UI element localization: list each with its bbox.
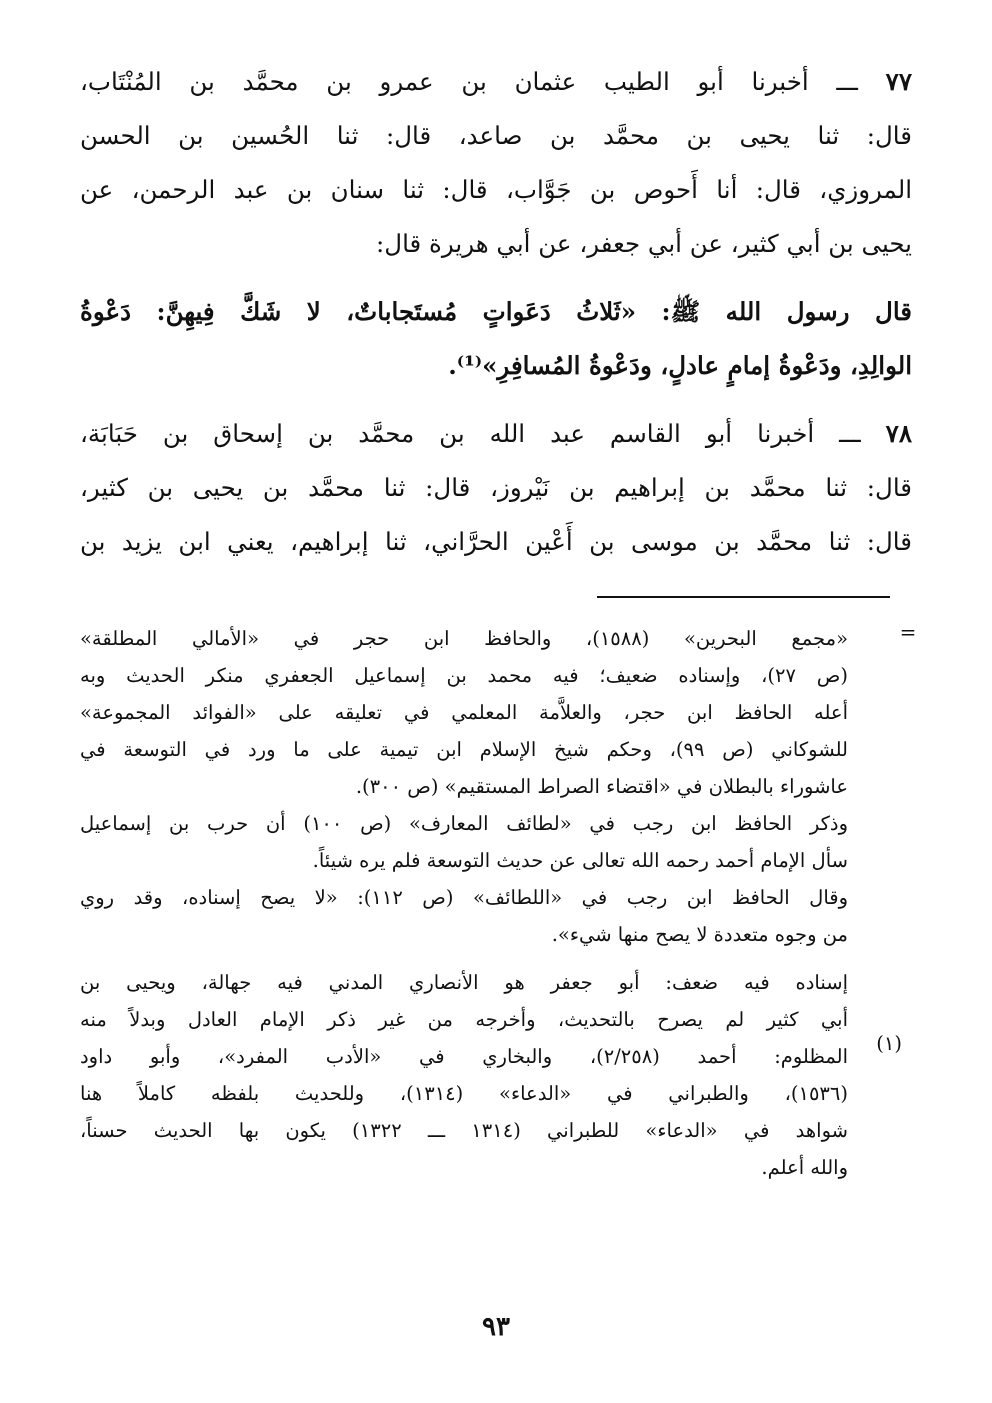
hadith-77-line-1: ٧٧ ـــ أخبرنا أبو الطيب عثمان بن عمرو بن محمَّد بن المُنْتَاب، <box>80 67 912 96</box>
footnote-line: «مجمع البحرين» (١٥٨٨)، والحافظ ابن حجر في «الأمالي المطلقة» <box>80 627 848 650</box>
footnote-line: (١٥٣٦)، والطبراني في «الدعاء» (١٣١٤)، وللحديث بلفظه كاملاً هنا <box>80 1082 848 1105</box>
footnotes <box>80 620 848 1186</box>
hadith-77 <box>80 55 912 271</box>
hadith-77-line-2: قال: ثنا يحيى بن محمَّد بن صاعد، قال: ثنا الحُسين بن الحسن <box>80 121 912 150</box>
footnote-line: أبي كثير لم يصرح بالتحديث، وأخرجه من غير ذكر الإمام العادل وبدلاً منه <box>80 1008 848 1031</box>
footnote-line: أعله الحافظ ابن حجر، والعلاَّمة المعلمي في تعليقه على «الفوائد المجموعة» <box>80 701 848 724</box>
hadith-78 <box>80 407 912 569</box>
hadith-78-line-1: ٧٨ ـــ أخبرنا أبو القاسم عبد الله بن محمَّد بن إسحاق بن حَبَابَة، <box>80 419 912 448</box>
footnote-line: من وجوه متعددة لا يصح منها شيء». <box>551 923 848 946</box>
footnote-line: وقال الحافظ ابن رجب في «اللطائف» (ص ١١٢): «لا يصح إسناده، وقد روي <box>80 886 848 909</box>
hadith-78-line-3: قال: ثنا محمَّد بن موسى بن أَعْين الحرَّاني، ثنا إبراهيم، يعني ابن يزيد بن <box>80 527 912 556</box>
prophetic-hadith-text <box>80 285 912 393</box>
hadith-77-number: ٧٧ <box>885 67 912 96</box>
footnote-paragraph-3 <box>80 879 848 953</box>
footnote-line: للشوكاني (ص ٩٩)، وحكم شيخ الإسلام ابن تيمية على ما ورد في التوسعة في <box>80 738 848 761</box>
footnote-line: وذكر الحافظ ابن رجب في «لطائف المعارف» (ص ١٠٠) أن حرب بن إسماعيل <box>80 812 848 835</box>
footnote-paragraph-2 <box>80 805 848 879</box>
footnote-continuation-mark: = <box>899 620 917 644</box>
hadith-text-line-1: قال رسول الله ﷺ: «ثَلاثُ دَعَواتٍ مُستَجاباتٌ، لا شَكَّ فِيهِنَّ: دَعْوةُ <box>80 297 912 326</box>
footnote-line: سأل الإمام أحمد رحمه الله تعالى عن حديث التوسعة فلم يره شيئاً. <box>312 849 848 872</box>
hadith-78-line-2: قال: ثنا محمَّد بن إبراهيم بن نَيْروز، قال: ثنا محمَّد بن يحيى بن كثير، <box>80 473 912 502</box>
footnote-separator <box>597 596 890 598</box>
footnote-line: إسناده فيه ضعف: أبو جعفر هو الأنصاري المدني فيه جهالة، ويحيى بن <box>80 971 848 994</box>
footnote-gap <box>80 953 848 964</box>
continued-footnote <box>80 620 848 805</box>
footnote-line: عاشوراء بالبطلان في «اقتضاء الصراط المستقيم» (ص ٣٠٠). <box>355 775 848 798</box>
footnote-1-marker: (١) <box>876 1032 902 1055</box>
main-text <box>80 55 912 569</box>
hadith-77-line-4: يحيى بن أبي كثير، عن أبي جعفر، عن أبي هريرة قال: <box>376 229 912 258</box>
footnote-line: والله أعلم. <box>761 1156 848 1179</box>
footnote-line: المظلوم: أحمد (٢/٢٥٨)، والبخاري في «الأدب المفرد»، وأبو داود <box>80 1045 848 1068</box>
hadith-77-line-3: المروزي، قال: أنا أَحوص بن جَوَّاب، قال: ثنا سنان بن عبد الرحمن، عن <box>80 175 912 204</box>
hadith-text-line-2: الوالِدِ، ودَعْوةُ إمامٍ عادلٍ، ودَعْوةُ المُسافِرِ»⁽¹⁾. <box>448 351 912 380</box>
footnote-line: شواهد في «الدعاء» للطبراني (١٣١٤ ـــ ١٣٢٢) يكون بها الحديث حسناً، <box>80 1119 848 1142</box>
hadith-78-number: ٧٨ <box>885 419 912 448</box>
page-number: ٩٣ <box>482 1312 510 1342</box>
footnote-1 <box>80 964 848 1186</box>
footnote-line: (ص ٢٧)، وإسناده ضعيف؛ فيه محمد بن إسماعيل الجعفري منكر الحديث وبه <box>80 664 848 687</box>
